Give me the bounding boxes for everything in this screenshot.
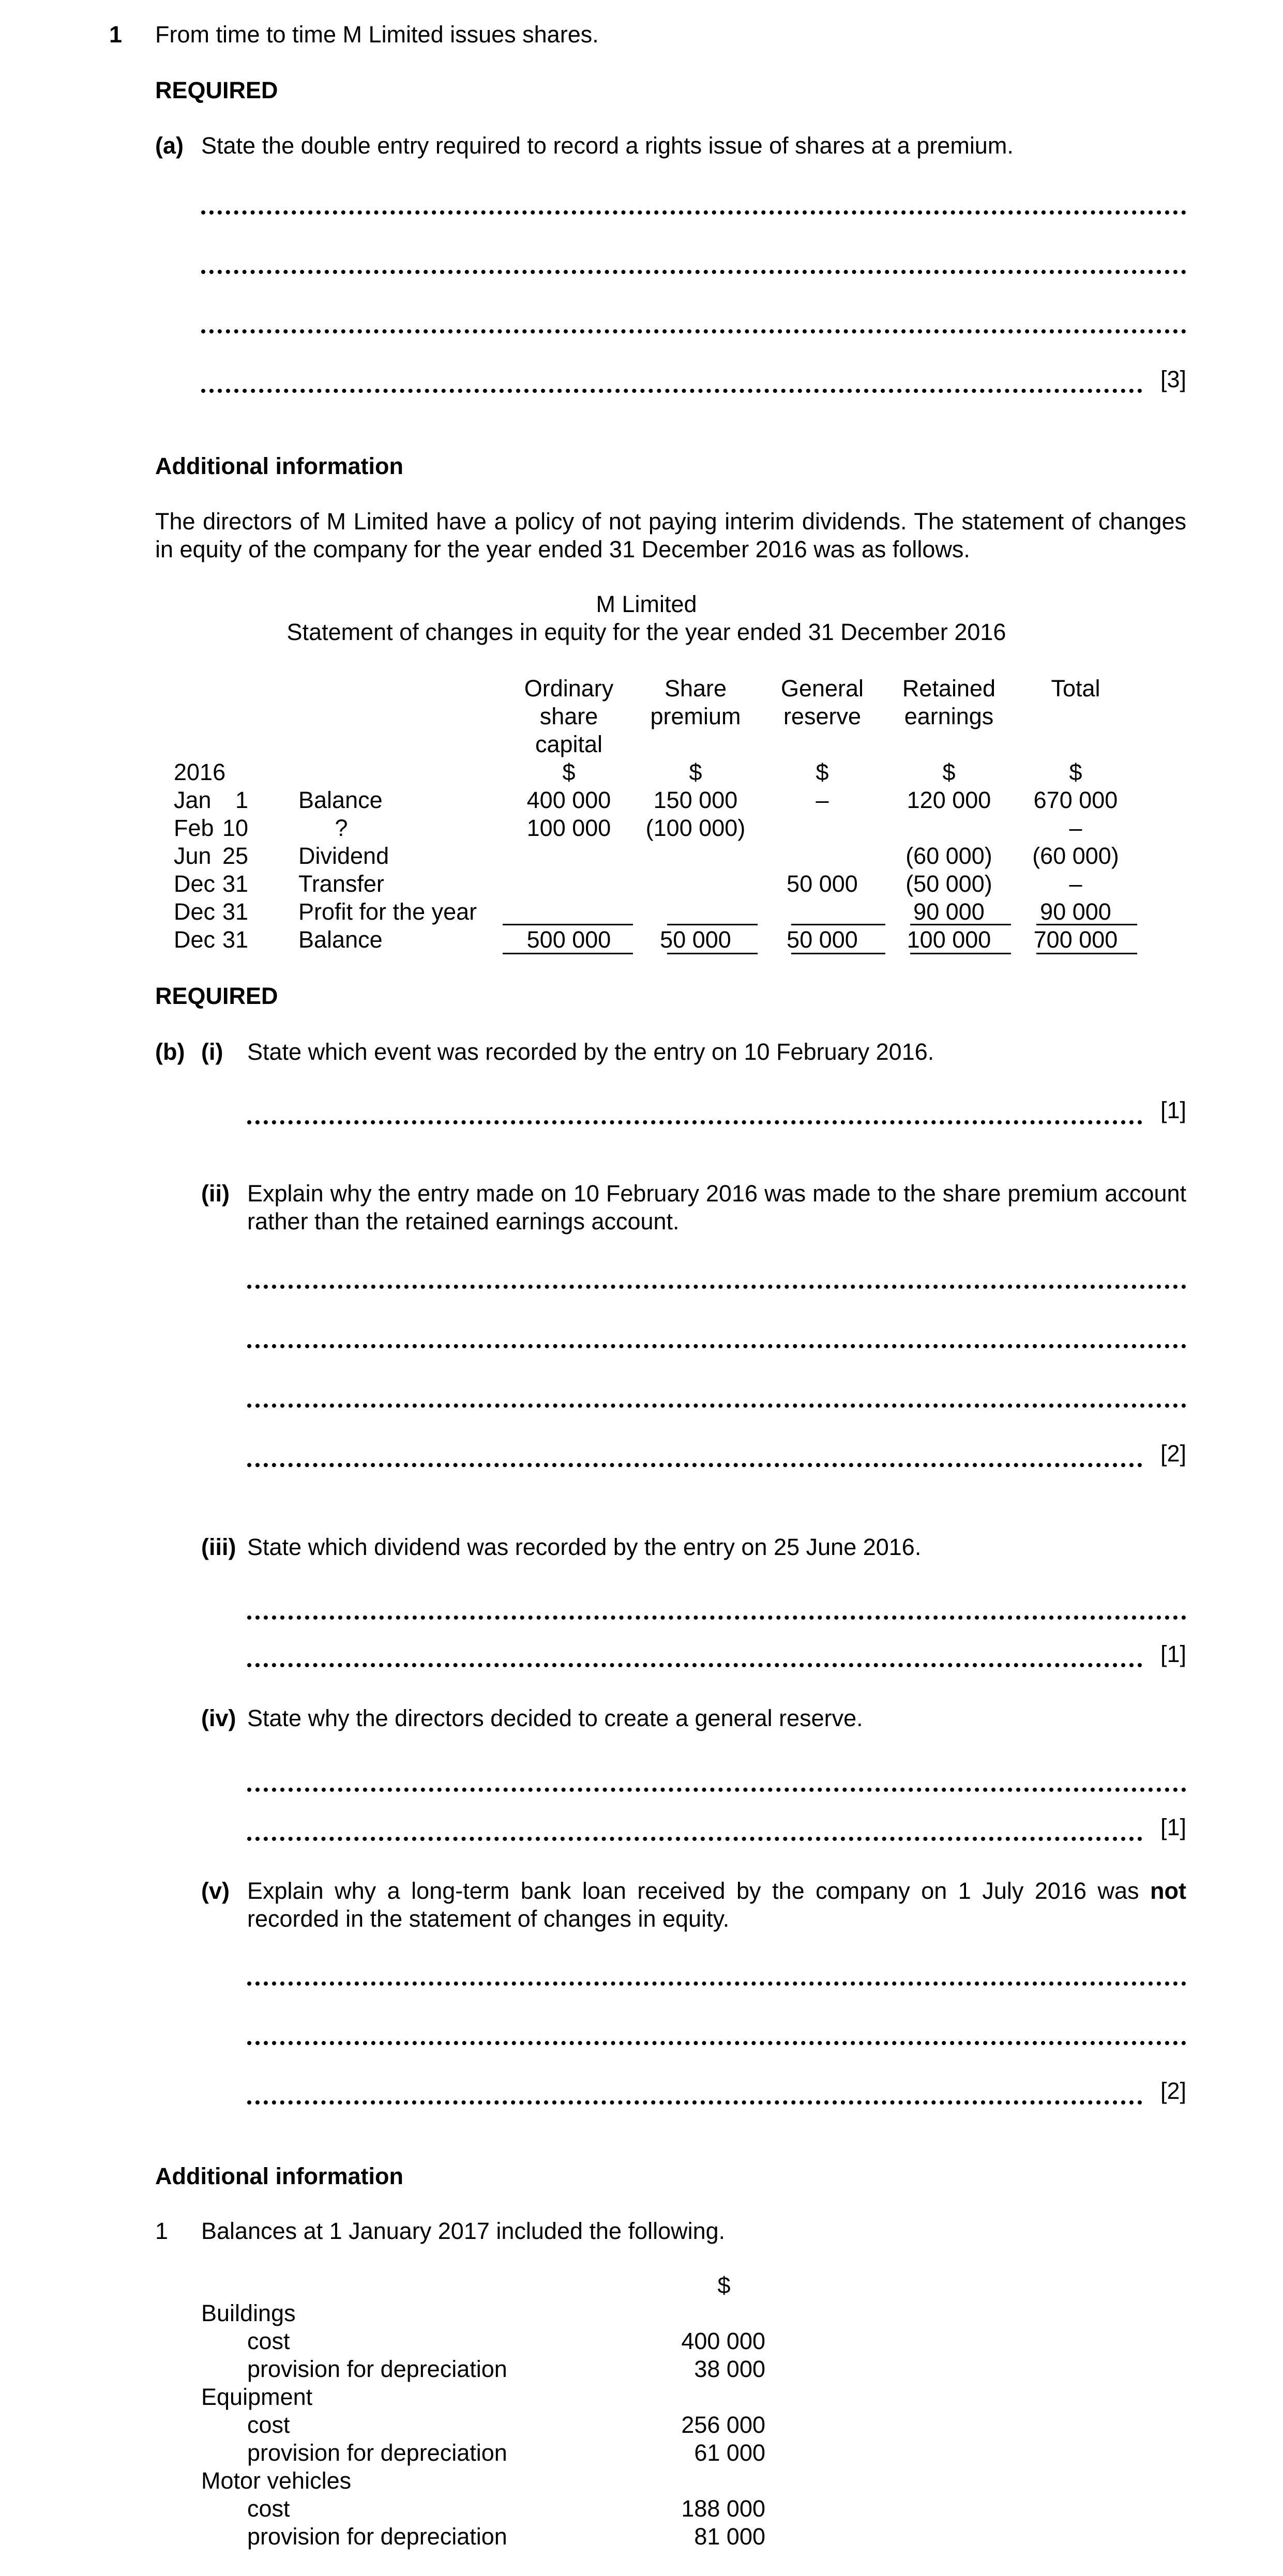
answer-line[interactable] (201, 210, 1186, 215)
answer-line[interactable] (247, 2100, 1142, 2105)
balances-unit: $ (717, 2272, 731, 2298)
unit-ordinary: $ (562, 759, 576, 785)
marks-b-iii: [1] (1160, 1641, 1186, 1667)
answer-line[interactable] (201, 270, 1186, 274)
cell-total: – (1069, 871, 1082, 897)
part-b-v-text-bold: not (1150, 1878, 1186, 1904)
cell-reserve: – (816, 787, 829, 813)
asset-line-label: provision for depreciation (247, 2356, 507, 2382)
col-header-retained-line2: earnings (904, 703, 994, 729)
part-b-ii-label: (ii) (201, 1180, 230, 1207)
asset-line-value: 81 000 (694, 2523, 765, 2550)
rule-retained-bottom (910, 953, 1011, 954)
required-heading: REQUIRED (155, 77, 278, 103)
cell-premium: (100 000) (645, 815, 746, 841)
asset-line-label: cost (247, 2412, 290, 2438)
part-b-iv-label: (iv) (201, 1705, 236, 1731)
row-month: Dec (174, 926, 216, 953)
row-month: Dec (174, 898, 216, 925)
rule-ordinary-top (503, 924, 633, 925)
rule-reserve-top (791, 924, 885, 925)
answer-line[interactable] (201, 389, 1142, 393)
row-month: Jun (174, 843, 212, 869)
row-description: ? (335, 815, 348, 841)
answer-line[interactable] (247, 1120, 1142, 1124)
part-b-v-text-before: Explain why a long-term bank loan received by the company on 1 July 2016 was (247, 1878, 1151, 1904)
marks-b-ii: [2] (1160, 1440, 1186, 1467)
asset-line-value: 38 000 (694, 2356, 765, 2382)
row-description: Balance (298, 787, 383, 813)
cell-retained: 100 000 (907, 926, 991, 953)
col-header-ordinary-line3: capital (535, 731, 603, 757)
cell-premium: 50 000 (660, 926, 731, 953)
rule-total-top (1036, 924, 1137, 925)
row-day: 25 (222, 843, 248, 869)
row-day: 31 (222, 926, 248, 953)
marks-a: [3] (1160, 366, 1186, 392)
statement-title: M Limited (596, 591, 697, 617)
part-b-v-text (247, 1877, 1186, 1933)
unit-retained: $ (942, 759, 956, 785)
part-b-iii-text: State which dividend was recorded by the entry on 25 June 2016. (247, 1534, 922, 1560)
part-b-iv-text: State why the directors decided to create a general reserve. (247, 1705, 863, 1731)
part-b-i-label: (i) (201, 1039, 223, 1065)
required-heading-2: REQUIRED (155, 983, 278, 1009)
unit-reserve: $ (816, 759, 829, 785)
asset-group-name: Equipment (201, 2384, 313, 2410)
answer-line[interactable] (247, 1837, 1142, 1841)
col-header-total-line1: Total (1051, 675, 1100, 702)
marks-b-i: [1] (1160, 1097, 1186, 1123)
cell-retained: (50 000) (905, 871, 992, 897)
row-day: 31 (222, 871, 248, 897)
col-header-reserve-line1: General (780, 675, 864, 702)
additional-info-heading-2: Additional information (155, 2163, 403, 2189)
question-number: 1 (109, 21, 123, 48)
answer-line[interactable] (247, 1285, 1186, 1289)
row-description: Profit for the year (298, 898, 477, 925)
part-b-i-text: State which event was recorded by the entry on 10 February 2016. (247, 1039, 934, 1065)
row-day: 10 (222, 815, 248, 841)
part-b-ii-text: Explain why the entry made on 10 February 2016 was made to the share premium account rather than the retained earnings account. (247, 1180, 1186, 1234)
cell-retained: 120 000 (907, 787, 991, 813)
answer-line[interactable] (247, 1981, 1186, 1986)
asset-line-label: cost (247, 2495, 290, 2522)
cell-ordinary: 400 000 (526, 787, 611, 813)
asset-group-name: Motor vehicles (201, 2467, 352, 2494)
col-header-premium-line1: Share (664, 675, 727, 702)
row-month: Jan (174, 787, 212, 813)
part-b-v-label: (v) (201, 1878, 230, 1904)
asset-line-value: 400 000 (681, 2328, 765, 2354)
answer-line[interactable] (247, 1788, 1186, 1792)
cell-total: (60 000) (1032, 843, 1119, 869)
row-month: Dec (174, 871, 216, 897)
asset-group-name: Buildings (201, 2300, 296, 2326)
col-header-premium-line2: premium (650, 703, 741, 729)
cell-total: 90 000 (1040, 898, 1111, 925)
marks-b-v: [2] (1160, 2078, 1186, 2104)
col-header-ordinary-line1: Ordinary (524, 675, 614, 702)
row-description: Balance (298, 926, 383, 953)
cell-premium: 150 000 (653, 787, 738, 813)
row-description: Dividend (298, 843, 389, 869)
cell-total: – (1069, 815, 1082, 841)
row-day: 1 (235, 787, 248, 813)
answer-line[interactable] (247, 1663, 1142, 1667)
info-item-text: Balances at 1 January 2017 included the following. (201, 2218, 726, 2244)
part-b-label: (b) (155, 1039, 185, 1065)
answer-line[interactable] (247, 1615, 1186, 1620)
rule-ordinary-bottom (503, 953, 633, 954)
cell-retained: 90 000 (913, 898, 985, 925)
part-b-v-text-after: recorded in the statement of changes in equity. (247, 1906, 730, 1932)
rule-retained-top (910, 924, 1011, 925)
answer-line[interactable] (201, 329, 1186, 333)
cell-retained: (60 000) (905, 843, 992, 869)
question-intro: From time to time M Limited issues shares. (155, 21, 599, 48)
part-b-iii-label: (iii) (201, 1534, 236, 1560)
additional-info-text: The directors of M Limited have a policy of not paying interim dividends. The statement of changes in equity of the company for the year ended 31 December 2016 was as follows. (155, 508, 1186, 562)
marks-b-iv: [1] (1160, 1814, 1186, 1840)
year-label: 2016 (174, 759, 226, 785)
statement-subtitle: Statement of changes in equity for the year ended 31 December 2016 (286, 619, 1006, 645)
cell-total: 700 000 (1033, 926, 1118, 953)
cell-reserve: 50 000 (787, 871, 858, 897)
cell-ordinary: 100 000 (526, 815, 611, 841)
cell-reserve: 50 000 (787, 926, 858, 953)
unit-premium: $ (689, 759, 702, 785)
row-day: 31 (222, 898, 248, 925)
answer-line[interactable] (247, 1463, 1142, 1467)
asset-line-label: provision for depreciation (247, 2523, 507, 2550)
unit-total: $ (1069, 759, 1082, 785)
answer-line[interactable] (247, 1404, 1186, 1408)
asset-line-value: 256 000 (681, 2412, 765, 2438)
answer-line[interactable] (247, 1344, 1186, 1348)
col-header-reserve-line2: reserve (783, 703, 862, 729)
asset-line-label: cost (247, 2328, 290, 2354)
info-item-number: 1 (155, 2218, 169, 2244)
row-description: Transfer (298, 871, 384, 897)
asset-line-value: 61 000 (694, 2440, 765, 2466)
cell-total: 670 000 (1033, 787, 1118, 813)
part-a-text: State the double entry required to record a rights issue of shares at a premium. (201, 132, 1014, 159)
row-month: Feb (174, 815, 214, 841)
answer-line[interactable] (247, 2041, 1186, 2045)
additional-info-heading: Additional information (155, 453, 403, 479)
rule-premium-top (667, 924, 758, 925)
asset-line-value: 188 000 (681, 2495, 765, 2522)
col-header-retained-line1: Retained (902, 675, 996, 702)
rule-reserve-bottom (791, 953, 885, 954)
cell-ordinary: 500 000 (526, 926, 611, 953)
rule-total-bottom (1036, 953, 1137, 954)
rule-premium-bottom (667, 953, 758, 954)
part-a-label: (a) (155, 132, 184, 159)
col-header-ordinary-line2: share (539, 703, 598, 729)
asset-line-label: provision for depreciation (247, 2440, 507, 2466)
